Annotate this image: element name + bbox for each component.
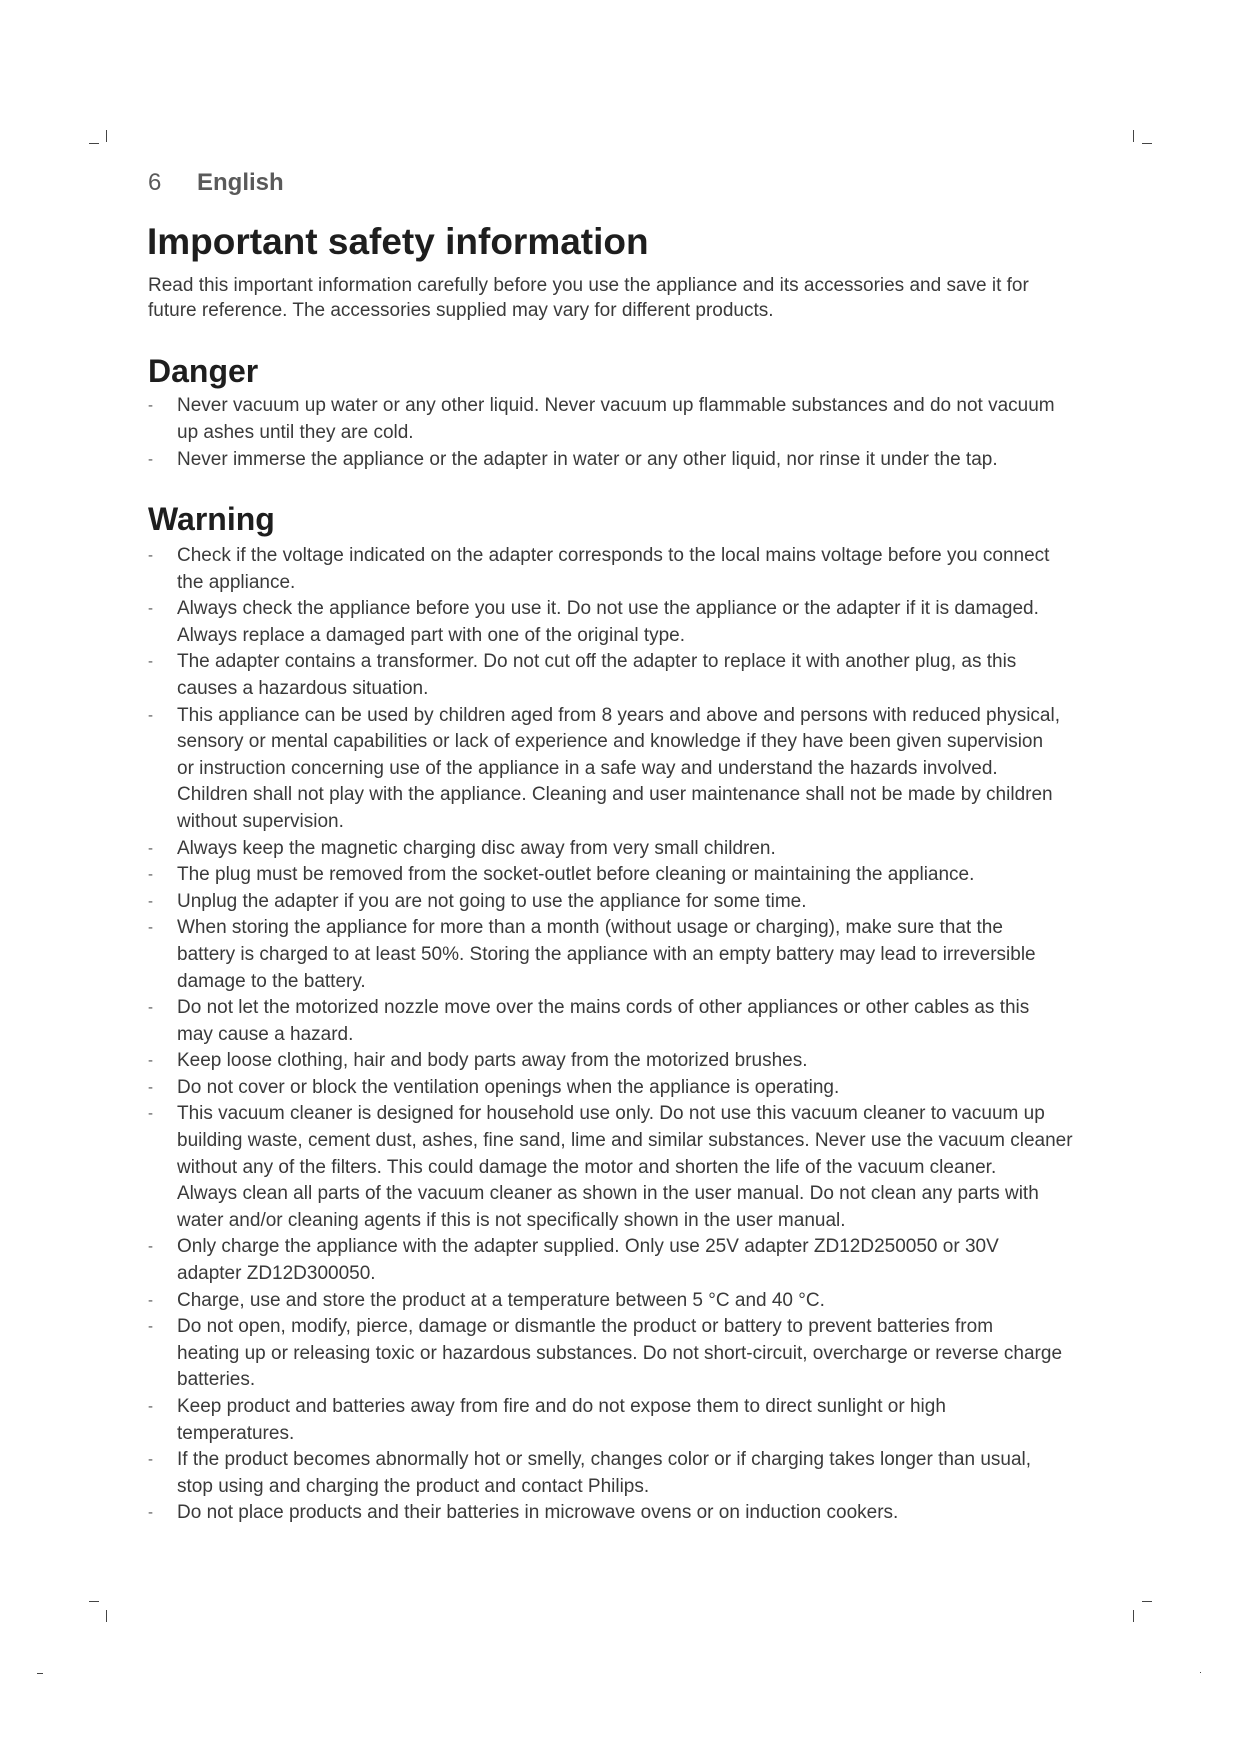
text-line: Always check the appliance before you use it. Do not use the appliance or the adapter if it is damaged.	[177, 598, 1039, 620]
item-text	[177, 1288, 825, 1315]
crop-mark-top-left-vertical	[106, 130, 107, 142]
text-line: Only charge the appliance with the adapter supplied. Only use 25V adapter ZD12D250050 or 30V	[177, 1236, 999, 1258]
list-item	[148, 543, 1128, 596]
item-text	[177, 1048, 808, 1075]
crop-mark-bottom-right-horizontal	[1142, 1601, 1152, 1602]
list-item	[148, 995, 1128, 1048]
text-line: This vacuum cleaner is designed for household use only. Do not use this vacuum cleaner to vacuum up	[177, 1103, 1045, 1125]
item-text	[177, 995, 1029, 1048]
text-line: adapter ZD12D300050.	[177, 1263, 376, 1285]
item-text	[177, 915, 1036, 995]
list-item	[148, 1288, 1128, 1315]
bullet: -	[148, 653, 153, 671]
text-line: When storing the appliance for more than a month (without usage or charging), make sure that the	[177, 917, 1003, 939]
list-item	[148, 596, 1128, 649]
list-item	[148, 392, 1128, 446]
text-line: heating up or releasing toxic or hazardous substances. Do not short-circuit, overcharge or reverse charge	[177, 1342, 1063, 1364]
item-text	[177, 836, 776, 863]
text-line: If the product becomes abnormally hot or smelly, changes color or if charging takes longer than usual,	[177, 1449, 1032, 1471]
intro-paragraph	[148, 273, 1029, 323]
list-item	[148, 862, 1128, 889]
page-title: Important safety information	[147, 221, 649, 262]
item-text	[177, 1234, 999, 1287]
list-item	[148, 1314, 1128, 1394]
text-line: sensory or mental capabilities or lack of experience and knowledge if they have been given supervision	[177, 731, 1044, 753]
item-text	[177, 1075, 839, 1102]
bullet: -	[148, 1318, 153, 1336]
text-line: without supervision.	[177, 810, 344, 832]
bullet: -	[148, 1238, 153, 1256]
item-text	[177, 1500, 898, 1527]
text-line: damage to the battery.	[177, 970, 366, 992]
crop-mark-top-right-horizontal	[1142, 143, 1152, 144]
intro-line: future reference. The accessories supplied may vary for different products.	[148, 300, 774, 321]
text-line: water and/or cleaning agents if this is not specifically shown in the user manual.	[177, 1209, 846, 1231]
language-label: English	[197, 169, 284, 196]
text-line: Never vacuum up water or any other liquid. Never vacuum up flammable substances and do not vacuum	[177, 395, 1055, 416]
text-line: Do not place products and their batteries in microwave ovens or on induction cookers.	[177, 1502, 899, 1524]
crop-mark-top-right-vertical	[1133, 130, 1134, 142]
text-line: This appliance can be used by children aged from 8 years and above and persons with reduced physical,	[177, 704, 1060, 726]
list-item	[148, 1447, 1128, 1500]
crop-mark-bottom-left-horizontal	[89, 1601, 99, 1602]
text-line: Keep product and batteries away from fire and do not expose them to direct sunlight or high	[177, 1396, 946, 1417]
text-line: Unplug the adapter if you are not going to use the appliance for some time.	[177, 890, 807, 912]
crop-mark-bottom-right-vertical	[1133, 1610, 1134, 1622]
list-item	[148, 836, 1128, 863]
bullet: -	[148, 1451, 153, 1469]
list-item	[148, 889, 1128, 916]
item-text	[177, 1394, 946, 1447]
item-text	[177, 703, 1060, 836]
text-line: up ashes until they are cold.	[177, 422, 414, 443]
item-text	[177, 543, 1049, 596]
item-text	[177, 392, 1055, 446]
bullet: -	[148, 1291, 153, 1309]
page-header	[0, 168, 1241, 198]
bullet: -	[148, 839, 153, 857]
list-item	[148, 1048, 1128, 1075]
danger-heading: Danger	[148, 353, 259, 389]
item-text	[177, 889, 807, 916]
text-line: Never immerse the appliance or the adapter in water or any other liquid, nor rinse it under the tap.	[177, 449, 998, 470]
item-text	[177, 649, 1016, 702]
bullet: -	[148, 600, 153, 618]
warning-list	[148, 543, 1128, 1527]
text-line: Always clean all parts of the vacuum cleaner as shown in the user manual. Do not clean any parts with	[177, 1183, 1039, 1205]
bullet: -	[148, 866, 153, 884]
bullet: -	[148, 1398, 153, 1415]
item-text	[177, 446, 998, 473]
bullet: -	[148, 1078, 153, 1096]
bullet: -	[148, 547, 153, 564]
text-line: or instruction concerning use of the appliance in a safe way and understand the hazards involved.	[177, 757, 998, 779]
list-item	[148, 915, 1128, 995]
bullet: -	[148, 397, 153, 414]
list-item	[148, 1500, 1128, 1527]
list-item	[148, 1075, 1128, 1102]
warning-heading: Warning	[148, 501, 275, 537]
text-line: Do not let the motorized nozzle move over the mains cords of other appliances or other cables as this	[177, 997, 1030, 1019]
text-line: Check if the voltage indicated on the adapter corresponds to the local mains voltage before you connect	[177, 545, 1050, 566]
list-item	[148, 446, 1128, 473]
text-line: without any of the filters. This could damage the motor and shorten the life of the vacuum cleaner.	[177, 1156, 997, 1178]
text-line: Children shall not play with the appliance. Cleaning and user maintenance shall not be made by children	[177, 784, 1053, 806]
text-line: Always keep the magnetic charging disc away from very small children.	[177, 837, 776, 859]
text-line: causes a hazardous situation.	[177, 677, 429, 699]
text-line: Do not open, modify, pierce, damage or dismantle the product or battery to prevent batteries from	[177, 1316, 994, 1338]
text-line: batteries.	[177, 1369, 256, 1391]
text-line: Always replace a damaged part with one of the original type.	[177, 624, 686, 646]
list-item	[148, 703, 1128, 836]
list-item	[148, 1234, 1128, 1287]
text-line: building waste, cement dust, ashes, fine sand, lime and similar substances. Never use the vacuum cleaner	[177, 1130, 1073, 1152]
bullet: -	[148, 706, 153, 724]
bullet: -	[148, 892, 153, 910]
crop-mark-bottom-left-vertical	[106, 1610, 107, 1622]
danger-list	[148, 392, 1128, 473]
item-text	[177, 1447, 1031, 1500]
text-line: stop using and charging the product and contact Philips.	[177, 1475, 650, 1497]
item-text	[177, 862, 974, 889]
text-line: Keep loose clothing, hair and body parts away from the motorized brushes.	[177, 1050, 808, 1072]
bullet: -	[148, 1504, 153, 1522]
crop-mark-outer-bottom-left	[37, 1673, 43, 1674]
list-item	[148, 649, 1128, 702]
page-number: 6	[148, 169, 162, 196]
list-item	[148, 1394, 1128, 1447]
item-text	[177, 1101, 1073, 1234]
bullet: -	[148, 451, 153, 468]
item-text	[177, 596, 1039, 649]
text-line: temperatures.	[177, 1422, 295, 1444]
crop-mark-top-left-horizontal	[89, 143, 99, 144]
text-line: battery is charged to at least 50%. Storing the appliance with an empty battery may lead to irreversible	[177, 943, 1036, 965]
text-line: Charge, use and store the product at a temperature between 5 °C and 40 °C.	[177, 1289, 825, 1311]
text-line: The adapter contains a transformer. Do not cut off the adapter to replace it with another plug, as this	[177, 651, 1017, 673]
text-line: the appliance.	[177, 571, 296, 593]
item-text	[177, 1314, 1062, 1394]
list-item	[148, 1101, 1128, 1234]
bullet: -	[148, 999, 153, 1017]
text-line: Do not cover or block the ventilation openings when the appliance is operating.	[177, 1076, 840, 1098]
crop-mark-outer-bottom-right	[1200, 1672, 1201, 1673]
bullet: -	[148, 1105, 153, 1123]
text-line: may cause a hazard.	[177, 1023, 354, 1045]
bullet: -	[148, 919, 153, 937]
bullet: -	[148, 1052, 153, 1070]
text-line: The plug must be removed from the socket-outlet before cleaning or maintaining the appliance.	[177, 864, 975, 886]
intro-line: Read this important information carefully before you use the appliance and its accessories and save it for	[148, 275, 1029, 296]
